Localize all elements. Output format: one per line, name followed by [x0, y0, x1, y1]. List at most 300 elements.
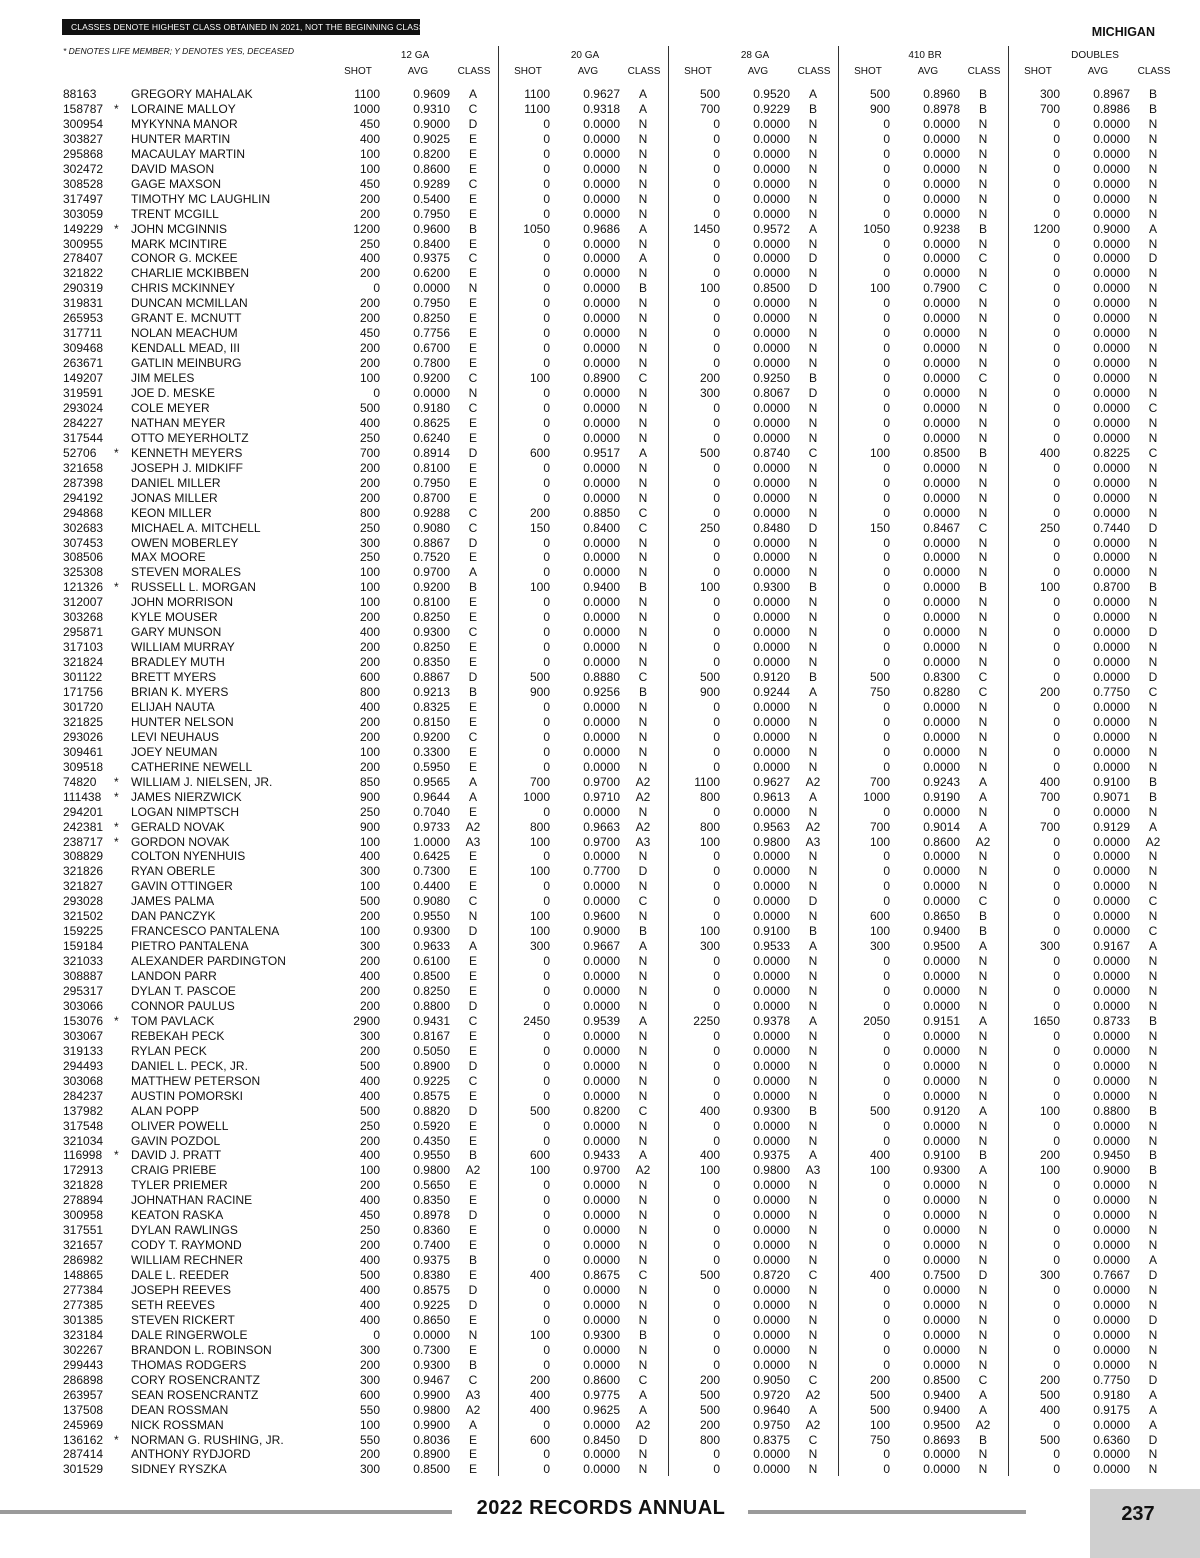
average: 0.0000 [753, 116, 790, 131]
class: N [1148, 565, 1158, 580]
class: N [808, 1238, 818, 1253]
member-id: 242381 [63, 819, 104, 834]
class: A3 [805, 1163, 821, 1178]
average: 0.7900 [923, 281, 960, 296]
average: 0.0000 [583, 191, 620, 206]
class: N [1148, 954, 1158, 969]
average: 0.0000 [753, 415, 790, 430]
shot-count: 0 [1053, 744, 1060, 759]
class: N [808, 954, 818, 969]
average: 0.9071 [1093, 789, 1130, 804]
shot-count: 1200 [1033, 221, 1060, 236]
class: N [1148, 1193, 1158, 1208]
class: C [468, 520, 478, 535]
class: A [1148, 819, 1157, 834]
member-id: 312007 [63, 595, 104, 610]
average: 0.8167 [413, 1028, 450, 1043]
member-id: 317711 [63, 326, 103, 341]
shot-count: 900 [529, 685, 550, 699]
class: C [1148, 894, 1158, 909]
class: N [638, 909, 648, 924]
class: C [978, 251, 988, 266]
class: C [638, 1103, 648, 1118]
shot-count: 200 [359, 296, 380, 311]
shot-count: 400 [699, 1103, 720, 1118]
table-row [0, 1283, 1200, 1298]
shot-count: 0 [543, 849, 550, 864]
average: 0.0000 [583, 475, 620, 490]
class: A [468, 565, 477, 580]
shooter-name: WILLIAM J. NIELSEN, JR. [131, 774, 273, 789]
member-id: 321657 [63, 1238, 104, 1253]
shot-count: 500 [529, 670, 550, 685]
group-header: 410 BR [908, 50, 942, 61]
class: N [638, 699, 648, 714]
average: 0.0000 [923, 1178, 960, 1193]
class: N [808, 1327, 818, 1342]
average: 0.9289 [413, 176, 450, 191]
class: N [808, 236, 818, 251]
average: 0.0000 [583, 804, 620, 819]
table-row [0, 1418, 1200, 1433]
shooter-name: JOHN MCGINNIS [131, 221, 227, 236]
average: 0.0000 [923, 356, 960, 371]
average: 0.0000 [583, 1447, 620, 1462]
member-id: 171756 [63, 685, 104, 699]
average: 0.0000 [1093, 1028, 1130, 1043]
class: N [978, 191, 988, 206]
shot-count: 0 [1053, 759, 1060, 774]
group-header: DOUBLES [1071, 50, 1119, 61]
average: 0.0000 [753, 998, 790, 1013]
average: 0.8250 [413, 610, 450, 625]
average: 0.9800 [753, 1163, 790, 1178]
class: E [468, 759, 477, 774]
average: 0.0000 [1093, 849, 1130, 864]
average: 0.8500 [923, 1372, 960, 1387]
table-row [0, 1253, 1200, 1268]
shot-count: 0 [543, 146, 550, 161]
class: D [808, 894, 818, 909]
class: A [638, 221, 647, 236]
class: C [978, 670, 988, 685]
member-id: 319831 [63, 296, 104, 311]
average: 0.9238 [923, 221, 960, 236]
average: 0.8600 [583, 1372, 620, 1387]
class: N [978, 1193, 988, 1208]
class: N [978, 356, 988, 371]
table-row [0, 745, 1200, 760]
subcolumn-header: SHOT [684, 66, 712, 77]
average: 0.0000 [1093, 655, 1130, 670]
average: 0.9100 [1093, 774, 1130, 789]
member-id: 277384 [63, 1283, 104, 1297]
member-id: 238717 [63, 834, 104, 849]
average: 0.8500 [923, 445, 960, 460]
subcolumn-header: AVG [917, 66, 939, 77]
average: 0.9100 [923, 1148, 960, 1163]
shot-count: 0 [543, 1208, 550, 1223]
shot-count: 0 [713, 849, 720, 864]
average: 0.0000 [923, 1312, 960, 1327]
average: 0.0000 [753, 909, 790, 924]
average: 0.6100 [413, 954, 450, 969]
shooter-name: CODY T. RAYMOND [131, 1238, 242, 1253]
member-id: 74820 [63, 774, 97, 789]
shooter-name: CATHERINE NEWELL [131, 759, 253, 774]
average: 0.0000 [753, 326, 790, 341]
shooter-name: GRANT E. MCNUTT [131, 311, 242, 326]
average: 0.0000 [583, 1417, 620, 1432]
shot-count: 0 [883, 759, 890, 774]
average: 0.0000 [1093, 490, 1130, 505]
member-id: 149229 [63, 221, 104, 236]
average: 0.0000 [583, 714, 620, 729]
member-id: 293024 [63, 400, 104, 415]
average: 0.8900 [413, 1058, 450, 1073]
shot-count: 0 [1053, 1447, 1060, 1462]
class: N [638, 714, 648, 729]
table-row [0, 237, 1200, 252]
class: N [978, 1208, 988, 1223]
average: 0.0000 [1093, 969, 1130, 984]
member-id: 319133 [63, 1043, 104, 1058]
shot-count: 100 [359, 744, 380, 759]
shot-count: 600 [359, 1387, 380, 1402]
shot-count: 0 [713, 954, 720, 969]
class: N [638, 744, 648, 759]
shot-count: 0 [543, 759, 550, 774]
shot-count: 0 [883, 879, 890, 894]
shooter-name: AUSTIN POMORSKI [131, 1088, 244, 1103]
class: N [808, 311, 818, 326]
average: 0.8880 [583, 670, 620, 685]
shot-count: 250 [699, 520, 720, 535]
shot-count: 0 [1053, 1342, 1060, 1357]
average: 0.0000 [1093, 625, 1130, 640]
shot-count: 400 [359, 1253, 380, 1268]
shot-count: 0 [543, 969, 550, 984]
class: A [638, 1013, 647, 1028]
class: E [468, 1193, 477, 1208]
class: N [638, 1133, 648, 1148]
shot-count: 0 [713, 146, 720, 161]
average: 0.0000 [583, 266, 620, 281]
shot-count: 0 [883, 1043, 890, 1058]
class: N [808, 1283, 818, 1297]
class: E [468, 655, 477, 670]
shot-count: 0 [883, 1028, 890, 1043]
class: A2 [975, 834, 991, 849]
shot-count: 0 [713, 1058, 720, 1073]
average: 0.0000 [923, 1043, 960, 1058]
class: B [1148, 1013, 1157, 1028]
shot-count: 300 [1039, 1268, 1060, 1283]
average: 0.0000 [1093, 1073, 1130, 1088]
shot-count: 0 [713, 610, 720, 625]
average: 0.9180 [413, 400, 450, 415]
class: A [808, 939, 817, 954]
class: E [468, 699, 477, 714]
average: 0.0000 [923, 371, 960, 386]
shooter-name: CONNOR PAULUS [131, 998, 235, 1013]
shot-count: 0 [1053, 206, 1060, 221]
shot-count: 0 [1053, 804, 1060, 819]
class: N [808, 550, 818, 565]
average: 0.0000 [1093, 371, 1130, 386]
table-row [0, 775, 1200, 790]
average: 0.8625 [413, 415, 450, 430]
average: 0.9667 [583, 939, 620, 954]
shot-count: 500 [869, 87, 890, 101]
class: A2 [635, 819, 651, 834]
shooter-name: RYAN OBERLE [131, 864, 216, 879]
average: 0.0000 [413, 386, 450, 400]
class: A [978, 1402, 987, 1417]
shot-count: 250 [359, 236, 380, 251]
member-id: 308506 [63, 550, 104, 565]
class: N [978, 1073, 988, 1088]
class: N [1148, 714, 1158, 729]
average: 0.0000 [753, 849, 790, 864]
shot-count: 300 [529, 939, 550, 954]
shot-count: 250 [359, 430, 380, 445]
class: B [1148, 789, 1157, 804]
class: N [638, 191, 648, 206]
shot-count: 0 [1053, 1283, 1060, 1297]
shot-count: 0 [713, 430, 720, 445]
average: 0.9633 [413, 939, 450, 954]
shot-count: 100 [359, 1163, 380, 1178]
member-id: 159225 [63, 924, 104, 939]
average: 0.0000 [1093, 296, 1130, 311]
shot-count: 400 [359, 415, 380, 430]
shooter-name: RUSSELL L. MORGAN [131, 580, 256, 595]
shot-count: 500 [529, 1103, 550, 1118]
average: 0.0000 [1093, 894, 1130, 909]
shot-count: 0 [543, 1133, 550, 1148]
shot-count: 200 [359, 759, 380, 774]
shot-count: 100 [529, 909, 550, 924]
average: 0.0000 [753, 1088, 790, 1103]
shooter-name: DYLAN T. PASCOE [131, 984, 236, 998]
average: 0.9300 [923, 1163, 960, 1178]
class: N [638, 311, 648, 326]
shot-count: 800 [699, 789, 720, 804]
shot-count: 800 [529, 819, 550, 834]
shot-count: 300 [359, 1342, 380, 1357]
shooter-name: REBEKAH PECK [131, 1028, 225, 1043]
shot-count: 0 [543, 386, 550, 400]
class: A2 [975, 1417, 991, 1432]
shot-count: 1050 [523, 221, 550, 236]
average: 0.0000 [753, 400, 790, 415]
shot-count: 0 [543, 1028, 550, 1043]
average: 0.0000 [583, 460, 620, 475]
average: 0.8325 [413, 699, 450, 714]
member-id: 308887 [63, 969, 104, 984]
member-id: 303066 [63, 998, 104, 1013]
shot-count: 0 [713, 565, 720, 580]
member-id: 287414 [63, 1447, 104, 1462]
shooter-name: DALE RINGERWOLE [131, 1327, 248, 1342]
shooter-name: NORMAN G. RUSHING, JR. [131, 1432, 284, 1447]
table-row [0, 655, 1200, 670]
shooter-name: COLTON NYENHUIS [131, 849, 246, 864]
shot-count: 0 [1053, 371, 1060, 386]
average: 0.9180 [1093, 1387, 1130, 1402]
shot-count: 500 [699, 1402, 720, 1417]
class: N [1148, 311, 1158, 326]
shot-count: 500 [699, 1387, 720, 1402]
shooter-name: JOEY NEUMAN [131, 744, 218, 759]
shot-count: 500 [699, 445, 720, 460]
class: E [468, 1223, 477, 1238]
shooter-name: MYKYNNA MANOR [131, 116, 238, 131]
shot-count: 100 [359, 146, 380, 161]
average: 0.0000 [1093, 610, 1130, 625]
class: A2 [465, 819, 481, 834]
average: 0.5950 [413, 759, 450, 774]
table-row [0, 1029, 1200, 1044]
group-header: 28 GA [740, 50, 770, 61]
class: D [468, 1103, 478, 1118]
class: N [808, 1462, 818, 1477]
shot-count: 300 [359, 939, 380, 954]
shot-count: 0 [713, 909, 720, 924]
average: 0.9175 [1093, 1402, 1130, 1417]
class: N [808, 176, 818, 191]
class: N [1148, 610, 1158, 625]
average: 0.8450 [583, 1432, 620, 1447]
average: 0.9800 [753, 834, 790, 849]
class: N [978, 1312, 988, 1327]
member-id: 323184 [63, 1327, 104, 1342]
class: N [808, 296, 818, 311]
table-row [0, 416, 1200, 431]
shot-count: 700 [869, 774, 890, 789]
table-row [0, 1074, 1200, 1089]
class: N [808, 1178, 818, 1193]
class: N [468, 281, 478, 296]
class: A [808, 1148, 817, 1163]
table-row [0, 296, 1200, 311]
average: 0.0000 [753, 505, 790, 520]
shot-count: 0 [1053, 1028, 1060, 1043]
shot-count: 0 [543, 1178, 550, 1193]
class: N [978, 535, 988, 550]
average: 0.0000 [583, 550, 620, 565]
table-row [0, 356, 1200, 371]
shot-count: 150 [869, 520, 890, 535]
average: 0.4400 [413, 879, 450, 894]
average: 0.0000 [583, 640, 620, 655]
average: 0.0000 [583, 1043, 620, 1058]
shot-count: 0 [713, 879, 720, 894]
average: 0.9539 [583, 1013, 620, 1028]
class: N [1148, 909, 1158, 924]
member-id: 317497 [63, 191, 104, 206]
shot-count: 450 [359, 176, 380, 191]
average: 0.0000 [1093, 1043, 1130, 1058]
subcolumn-header: AVG [747, 66, 769, 77]
class: N [1148, 729, 1158, 744]
class: N [978, 984, 988, 998]
table-row [0, 1403, 1200, 1418]
class: E [468, 1043, 477, 1058]
shot-count: 200 [359, 998, 380, 1013]
shooter-name: OWEN MOBERLEY [131, 535, 239, 550]
average: 0.9120 [753, 670, 790, 685]
table-row [0, 1178, 1200, 1193]
class: N [638, 610, 648, 625]
shooter-name: CHARLIE MCKIBBEN [131, 266, 250, 281]
shot-count: 0 [1053, 699, 1060, 714]
class: N [808, 1133, 818, 1148]
class: N [638, 625, 648, 640]
shot-count: 0 [543, 565, 550, 580]
shooter-name: GAVIN OTTINGER [131, 879, 233, 894]
average: 0.0000 [753, 550, 790, 565]
shot-count: 0 [543, 490, 550, 505]
class: N [638, 595, 648, 610]
shot-count: 0 [713, 266, 720, 281]
member-id: 88163 [63, 87, 97, 101]
shot-count: 0 [883, 415, 890, 430]
average: 0.8467 [923, 520, 960, 535]
shot-count: 200 [359, 266, 380, 281]
shot-count: 1000 [863, 789, 890, 804]
average: 0.8914 [413, 445, 450, 460]
class: N [1148, 984, 1158, 998]
average: 0.9375 [753, 1148, 790, 1163]
shot-count: 0 [1053, 475, 1060, 490]
shooter-name: STEVEN RICKERT [131, 1312, 235, 1327]
average: 0.3300 [413, 744, 450, 759]
average: 0.0000 [1093, 670, 1130, 685]
shot-count: 0 [883, 1447, 890, 1462]
shot-count: 0 [883, 1058, 890, 1073]
average: 0.0000 [583, 251, 620, 266]
average: 0.0000 [1093, 879, 1130, 894]
shot-count: 400 [1039, 1402, 1060, 1417]
shot-count: 500 [1039, 1432, 1060, 1447]
class: N [1148, 475, 1158, 490]
average: 0.0000 [753, 1342, 790, 1357]
average: 0.0000 [583, 1223, 620, 1238]
shot-count: 0 [883, 1357, 890, 1372]
class: N [638, 490, 648, 505]
shot-count: 100 [869, 924, 890, 939]
shot-count: 300 [699, 939, 720, 954]
subcolumn-header: AVG [1087, 66, 1109, 77]
shot-count: 550 [359, 1432, 380, 1447]
average: 0.9213 [413, 685, 450, 699]
shot-count: 0 [1053, 281, 1060, 296]
class: N [1148, 326, 1158, 341]
shot-count: 0 [713, 1193, 720, 1208]
member-id: 294493 [63, 1058, 104, 1073]
shot-count: 400 [359, 699, 380, 714]
average: 0.0000 [753, 1133, 790, 1148]
class: N [978, 161, 988, 176]
shot-count: 0 [543, 1073, 550, 1088]
member-id: 148865 [63, 1268, 104, 1283]
average: 0.0000 [1093, 699, 1130, 714]
average: 0.9190 [923, 789, 960, 804]
class: A [1148, 1417, 1157, 1432]
shot-count: 0 [883, 1088, 890, 1103]
